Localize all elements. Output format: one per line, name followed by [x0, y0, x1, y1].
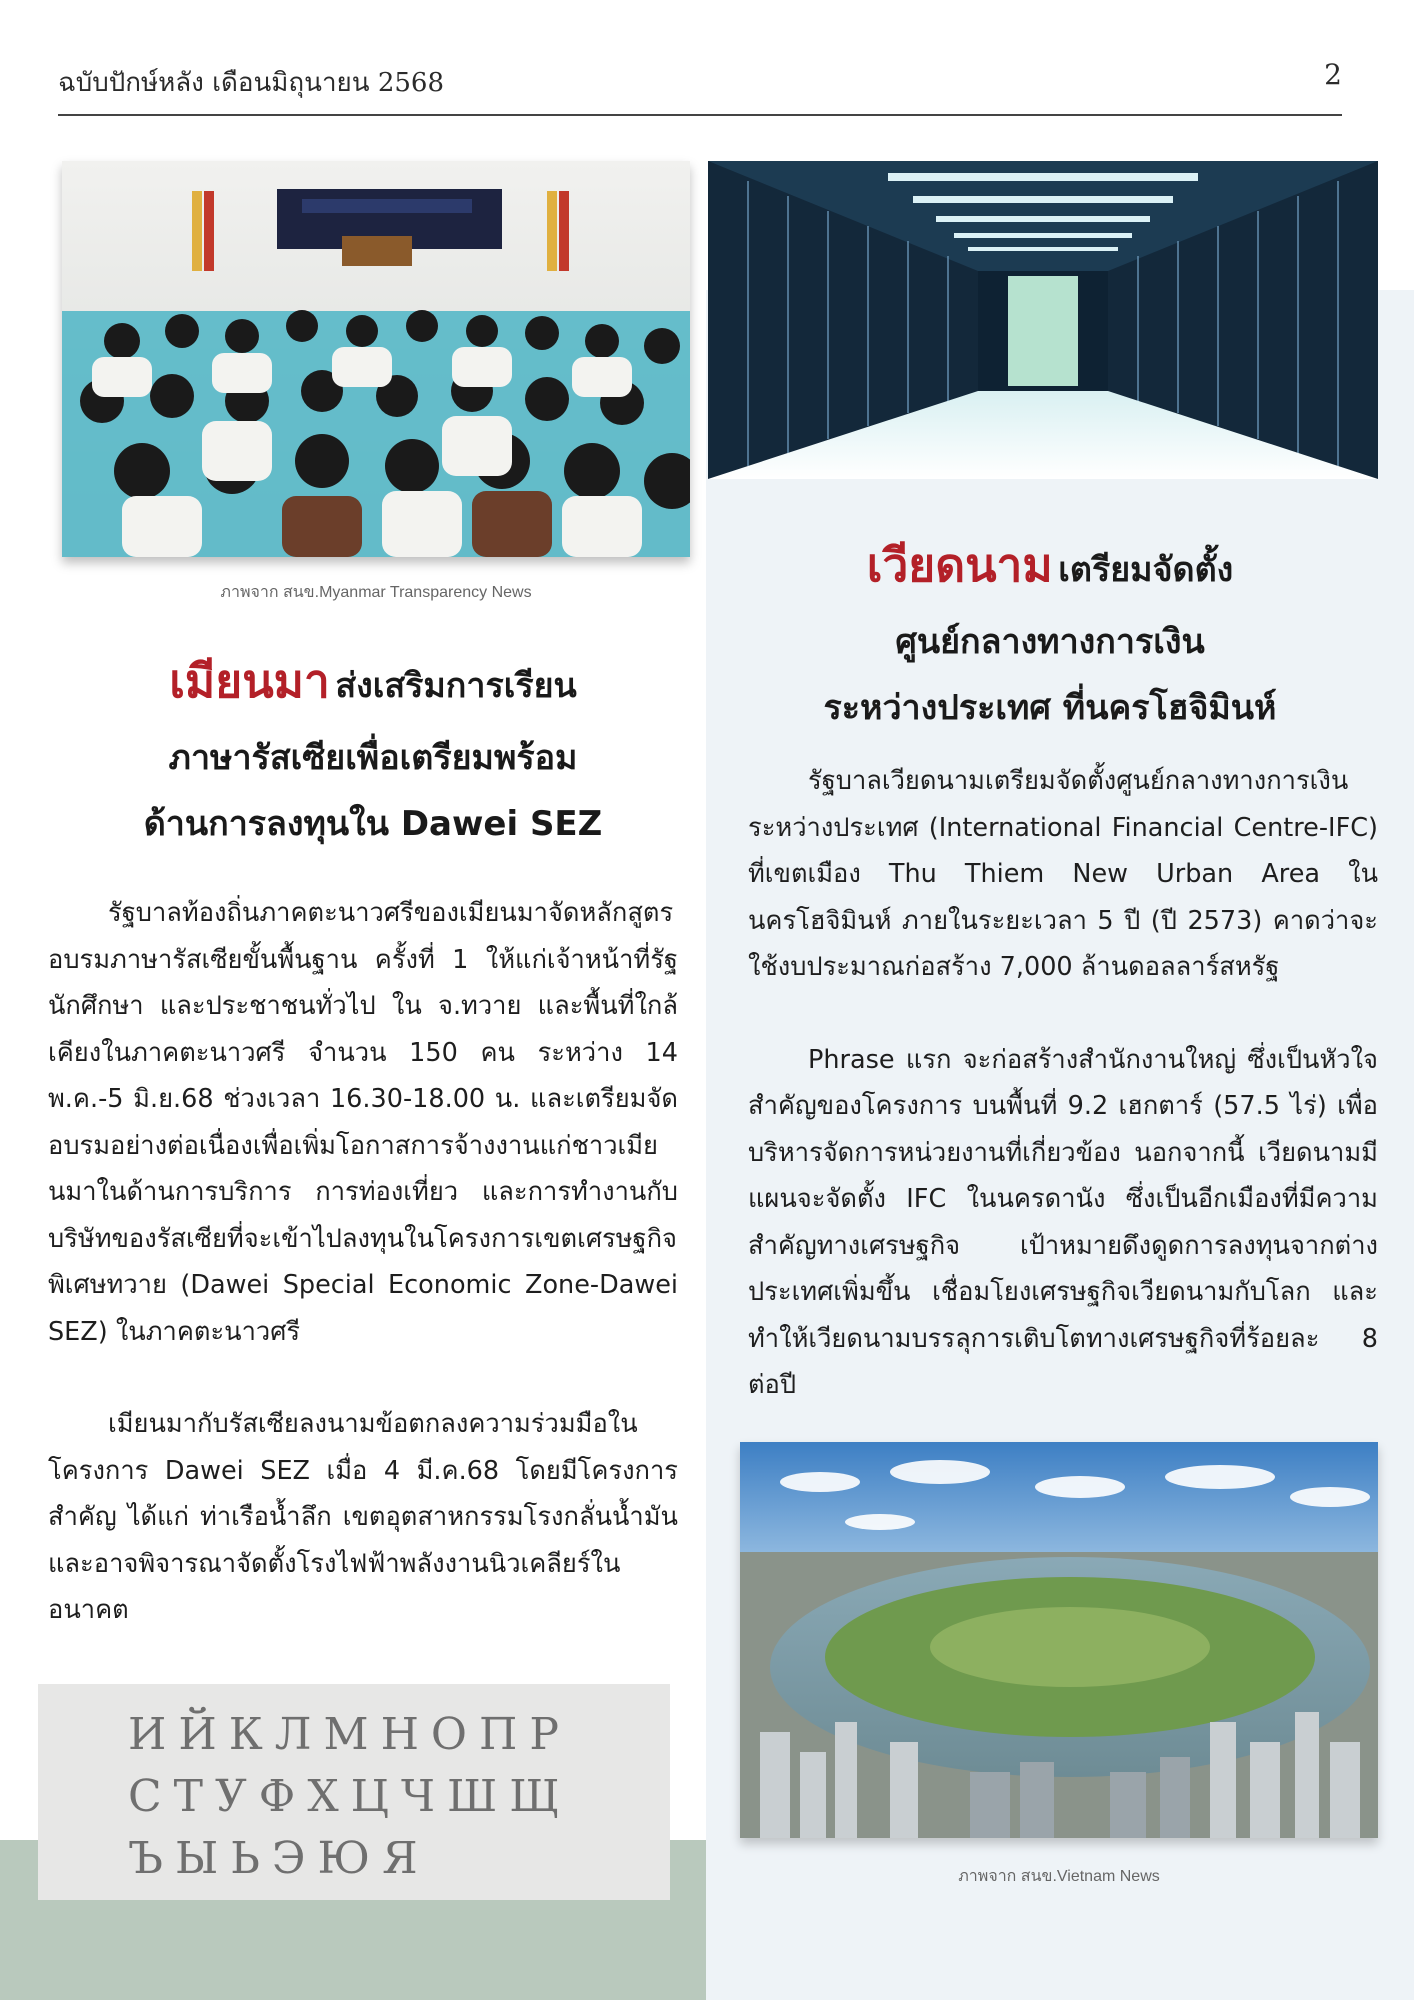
classroom-photo [62, 161, 690, 557]
left-headline-line2: ภาษารัสเซียเพื่อเตรียมพร้อม [168, 738, 578, 778]
right-paragraph: Phrase แรก จะก่อสร้างสำนักงานใหญ่ ซึ่งเป็นหัวใจสำคัญของโครงการ บนพื้นที่ 9.2 เฮกตาร์ (57.5 ไร่) เพื่อบริหารจัดการหน่วยงานที่เกี่ยวข้อง นอกจากนี้ เวียดนามมีแผนจะจัดตั้ง IFC ในนครดานัง ซึ่งเป็นอีกเมืองที่มีความสำคัญทางเศรษฐกิจ เป้าหมายดึงดูดการลงทุนจากต่างประเทศเพิ่มขึ้น เชื่อมโยงเศรษฐกิจเวียดนามกับโลก และทำให้เวียดนามบรรลุการเติบโตทางเศรษฐกิจที่ร้อยละ 8 ต่อปี [748, 1044, 1378, 1400]
page-number: 2 [1324, 58, 1342, 91]
cyrillic-letters-photo [38, 1684, 670, 1900]
left-headline-line3: ด้านการลงทุนใน Dawei SEZ [143, 804, 603, 844]
left-photo-caption: ภาพจาก สนข.Myanmar Transparency News [220, 584, 532, 601]
right-photo-caption: ภาพจาก สนข.Vietnam News [958, 1868, 1160, 1885]
right-headline-accent: เวียดนาม [866, 538, 1053, 592]
right-headline-line1: เตรียมจัดตั้ง [1058, 550, 1234, 590]
left-paragraph: รัฐบาลท้องถิ่นภาคตะนาวศรีของเมียนมาจัดหลักสูตรอบรมภาษารัสเซียขั้นพื้นฐาน ครั้งที่ 1 ให้แก่เจ้าหน้าที่รัฐ นักศึกษา และประชาชนทั่วไป ใน จ.ทวาย และพื้นที่ใกล้เคียงในภาคตะนาวศรี จำนวน 150 คน ระหว่าง 14 พ.ค.-5 มิ.ย.68 ช่วงเวลา 16.30-18.00 น. และเตรียมจัดอบรมอย่างต่อเนื่องเพื่อเพิ่มโอกาสการจ้างงานแก่ชาวเมียนมาในด้านการบริการ การท่องเที่ยว และการทำงานกับบริษัทของรัสเซียที่จะเข้าไปลงทุนในโครงการเขตเศรษฐกิจพิเศษทวาย (Dawei Special Economic Zone-Dawei SEZ) ในภาคตะนาวศรี [48, 898, 678, 1347]
city-aerial-photo [740, 1442, 1378, 1838]
left-paragraph: เมียนมากับรัสเซียลงนามข้อตกลงความร่วมมือในโครงการ Dawei SEZ เมื่อ 4 มี.ค.68 โดยมีโครงการสำคัญ ได้แก่ ท่าเรือน้ำลึก เขตอุตสาหกรรมโรงกลั่นน้ำมัน และอาจพิจารณาจัดตั้งโรงไฟฟ้าพลังงานนิวเคลียร์ในอนาคต [48, 1409, 678, 1625]
issue-title: ฉบับปักษ์หลัง เดือนมิถุนายน 2568 [58, 68, 444, 98]
cyrillic-row: ЪЫЬЭЮЯ [128, 1833, 430, 1884]
left-headline-line1: ส่งเสริมการเรียน [335, 666, 577, 706]
right-headline [730, 532, 1370, 741]
cyrillic-row: СТУФХЦЧШЩ [128, 1771, 572, 1822]
left-headline [58, 648, 688, 857]
left-headline-accent: เมียนมา [169, 654, 330, 708]
cyrillic-row: ИЙКЛМНОПР [128, 1709, 571, 1760]
header-divider [58, 114, 1342, 116]
right-article-body [748, 758, 1378, 1455]
right-headline-line3: ระหว่างประเทศ ที่นครโฮจิมินห์ [823, 688, 1277, 728]
right-paragraph: รัฐบาลเวียดนามเตรียมจัดตั้งศูนย์กลางทางการเงินระหว่างประเทศ (International Financial Centre-IFC) ที่เขตเมือง Thu Thiem New Urban Area ในนครโฮจิมินห์ ภายในระยะเวลา 5 ปี (ปี 2573) คาดว่าจะใช้งบประมาณก่อสร้าง 7,000 ล้านดอลลาร์สหรัฐ [748, 766, 1378, 982]
right-headline-line2: ศูนย์กลางทางการเงิน [895, 622, 1205, 662]
left-article-body [48, 890, 678, 1680]
server-room-photo [708, 161, 1378, 479]
